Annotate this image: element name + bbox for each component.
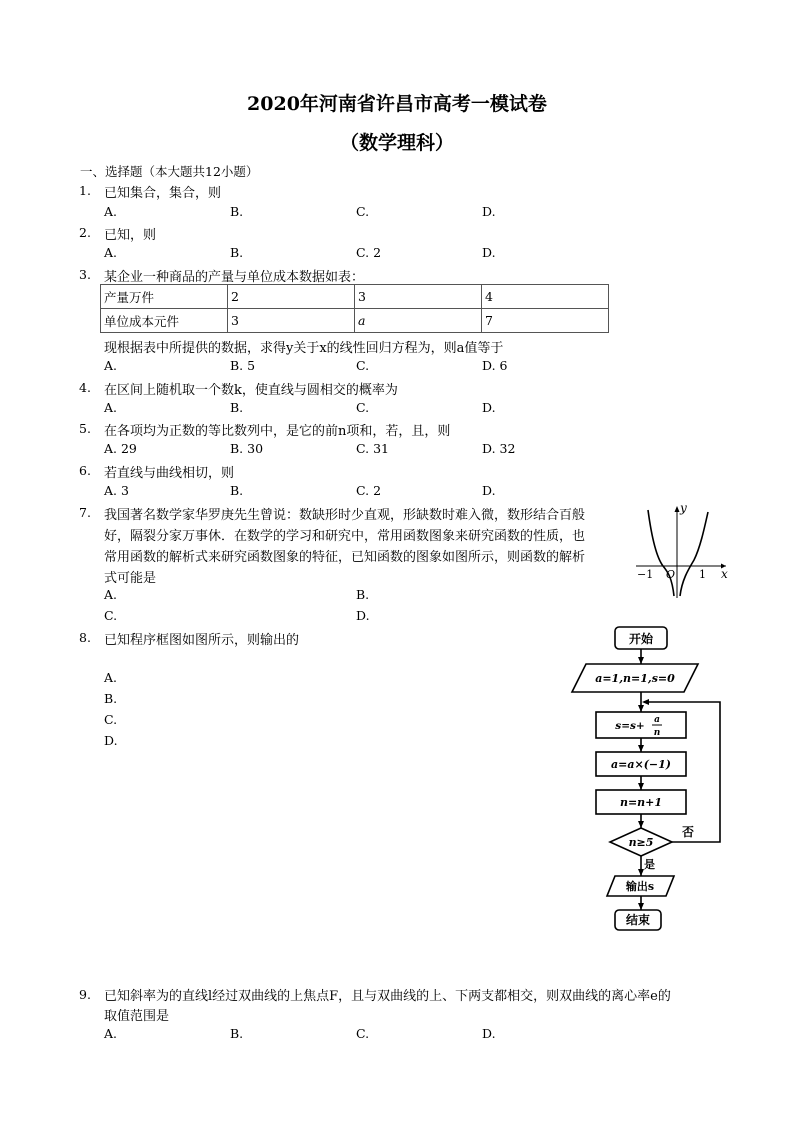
flow-step1-numerator: a: [654, 715, 660, 725]
option-c: C. 31: [356, 441, 389, 456]
option-a: A. 29: [104, 441, 137, 456]
arrow-icon: [638, 783, 644, 790]
tick-neg-one: −1: [637, 568, 654, 581]
question-text-line: 好，隔裂分家万事休．在数学的学习和研究中，常用函数图象来研究函数的性质，也: [104, 529, 586, 544]
section-heading: 一、选择题（本大题共12小题）: [80, 164, 259, 179]
table-cell: 3: [228, 309, 355, 333]
question-number: 5.: [79, 421, 91, 436]
option-c: C. 2: [356, 483, 382, 498]
question-number: 8.: [79, 630, 91, 645]
question-number: 1.: [79, 183, 91, 198]
flow-no-label: 否: [682, 825, 695, 839]
arrow-icon: [638, 657, 644, 664]
option-a: A.: [104, 204, 118, 219]
option-b: B.: [356, 587, 370, 602]
table-cell: 7: [482, 309, 609, 333]
table-cell: 3: [355, 285, 482, 309]
question-text: 已知集合，集合，则: [104, 186, 222, 201]
table-row: [101, 285, 609, 309]
option-b: B.: [230, 245, 244, 260]
option-a: A.: [104, 670, 118, 685]
option-c: C. 2: [356, 245, 382, 260]
flow-end-label: 结束: [625, 913, 651, 927]
flow-step2-label: a=a×(−1): [611, 758, 671, 771]
option-a: A.: [104, 587, 118, 602]
question-number: 7.: [79, 505, 91, 520]
flow-step1-denominator: n: [653, 728, 661, 738]
x-label: x: [721, 567, 728, 581]
arrow-icon: [638, 705, 644, 712]
flow-yes-label: 是: [644, 858, 655, 871]
table-cell: 单位成本元件: [101, 309, 228, 333]
option-b: B.: [230, 204, 244, 219]
question-number: 3.: [79, 267, 91, 282]
flow-step3-label: n=n+1: [619, 796, 663, 809]
option-b: B. 30: [230, 441, 264, 456]
page-subtitle: （数学理科）: [339, 132, 454, 154]
option-a: A.: [104, 400, 118, 415]
option-a: A.: [104, 245, 118, 260]
option-c: C.: [356, 1026, 370, 1041]
question-text: 现根据表中所提供的数据，求得y关于x的线性回归方程为，则a值等于: [104, 341, 504, 356]
flow-step1-label: s=s+: [615, 720, 645, 732]
option-d: D.: [104, 733, 118, 748]
option-b: B.: [230, 1026, 244, 1041]
question-text: 若直线与曲线相切，则: [104, 466, 235, 481]
flow-start-label: 开始: [628, 632, 654, 646]
option-a: A.: [104, 358, 118, 373]
option-b: B. 5: [230, 358, 256, 373]
option-a: A.: [104, 1026, 118, 1041]
option-c: C.: [356, 204, 370, 219]
option-c: C.: [104, 608, 118, 623]
question-number: 9.: [79, 987, 91, 1002]
option-c: C.: [104, 712, 118, 727]
option-d: D. 32: [482, 441, 516, 456]
question-text-line: 常用函数的解析式来研究函数图象的特征，已知函数的图象如图所示，则函数的解析: [104, 550, 586, 565]
arrow-icon: [638, 745, 644, 752]
flow-decision-label: n≥5: [628, 836, 654, 849]
option-b: B.: [230, 400, 244, 415]
question-number: 2.: [79, 225, 91, 240]
question-text-line: 式可能是: [104, 571, 157, 586]
arrow-icon: [642, 699, 649, 705]
page-title: 2020年河南省许昌市高考一模试卷: [247, 93, 547, 115]
option-d: D. 6: [482, 358, 508, 373]
question-text-line: 取值范围是: [104, 1009, 170, 1024]
table-cell: 产量万件: [101, 285, 228, 309]
question-number: 4.: [79, 380, 91, 395]
question-text-line: 已知斜率为的直线l经过双曲线的上焦点F，且与双曲线的上、下两支都相交，则双曲线的离心率e的: [104, 989, 671, 1004]
arrow-icon: [638, 821, 644, 828]
table-row: [101, 309, 609, 333]
table-cell: 2: [228, 285, 355, 309]
curve-left: [648, 510, 674, 596]
question-text-line: 我国著名数学家华罗庚先生曾说：数缺形时少直观，形缺数时难入微，数形结合百般: [104, 508, 586, 523]
option-d: D.: [482, 245, 496, 260]
curve-right: [680, 512, 708, 596]
y-arrow-icon: [675, 506, 680, 512]
tick-one: 1: [699, 568, 706, 581]
option-a: A. 3: [104, 483, 129, 498]
data-table: [100, 284, 609, 333]
table-cell: 4: [482, 285, 609, 309]
question-text: 某企业一种商品的产量与单位成本数据如表：: [104, 270, 365, 285]
option-c: C.: [356, 358, 370, 373]
option-b: B.: [230, 483, 244, 498]
option-d: D.: [482, 1026, 496, 1041]
option-d: D.: [356, 608, 370, 623]
question-text: 在区间上随机取一个数k，使直线与圆相交的概率为: [104, 383, 398, 398]
option-d: D.: [482, 483, 496, 498]
option-d: D.: [482, 400, 496, 415]
option-d: D.: [482, 204, 496, 219]
question-number: 6.: [79, 463, 91, 478]
function-graph: [632, 500, 732, 602]
flowchart: [560, 622, 740, 938]
question-text: 在各项均为正数的等比数列中，是它的前n项和，若，且，则: [104, 424, 451, 439]
origin-label: O: [666, 568, 676, 581]
flow-init-label: a=1,n=1,s=0: [595, 672, 675, 685]
flow-output-label: 输出s: [625, 880, 655, 893]
table-cell: a: [355, 309, 482, 333]
arrow-icon: [638, 903, 644, 910]
option-c: C.: [356, 400, 370, 415]
question-text: 已知，则: [104, 228, 157, 243]
option-b: B.: [104, 691, 118, 706]
question-text: 已知程序框图如图所示，则输出的: [104, 633, 300, 648]
y-label: y: [680, 501, 687, 515]
